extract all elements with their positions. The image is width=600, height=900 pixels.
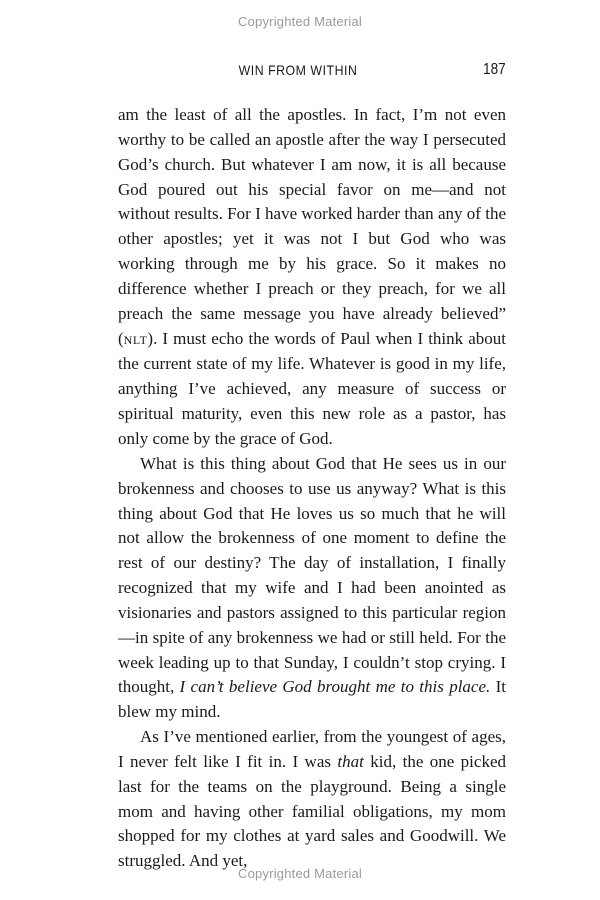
paragraph-1-text: am the least of all the apostles. In fact, I’m not even worthy to be called an apostle after the way I persecuted God’s church. But whatever I am now, it is all because God poured out his special favor on me—and not without results. For I have worked harder than any of the other apostles; yet it was not I but God who was working through me by his grace. So it makes no difference whether I preach or they preach, for we all preach the same message you have already believed” ( xyxy=(118,105,506,348)
page-number: 187 xyxy=(483,61,506,78)
paragraph-3-text-end: kid, the one picked last for the teams on the playground. Being a single mom and having other familial obligations, my mom shopped for my clothes at yard sales and Goodwill. We struggled. And yet, xyxy=(118,751,506,871)
copyright-watermark-bottom: Copyrighted Material xyxy=(238,866,362,881)
body-text xyxy=(118,103,506,874)
running-title: WIN FROM WITHIN xyxy=(238,62,358,78)
paragraph-1-text-continued: ). I must echo the words of Paul when I think about the current state of my life. Whatever is good in my life, anything I’ve achieved, any measure of success or spiritual maturity, even this new role as a pastor, has only come by the grace of God. xyxy=(118,328,506,448)
nlt-abbreviation: NLT xyxy=(123,332,148,347)
paragraph-3-text: As I’ve mentioned earlier, from the youngest of ages, I never felt like I fit in. I was xyxy=(118,727,506,771)
paragraph-2 xyxy=(118,452,506,725)
paragraph-3 xyxy=(118,725,506,874)
copyright-watermark-top: Copyrighted Material xyxy=(238,14,362,29)
paragraph-1 xyxy=(118,103,506,452)
paragraph-2-italic-thought: I can’t believe God brought me to this place. xyxy=(179,677,491,697)
paragraph-2-text: What is this thing about God that He sees us in our brokenness and chooses to use us anyway? What is this thing about God that He loves us so much that he will not allow the brokenness of one moment to define the rest of our destiny? The day of installation, I finally recognized that my wife and I had been anointed as visionaries and pastors assigned to this particular region—in spite of any brokenness we had or still held. For the week leading up to that Sunday, I couldn’t stop crying. I thought, xyxy=(118,453,506,697)
running-head xyxy=(118,62,506,82)
paragraph-2-text-end: It blew my mind. xyxy=(118,677,506,722)
paragraph-3-italic-word: that xyxy=(337,751,364,771)
